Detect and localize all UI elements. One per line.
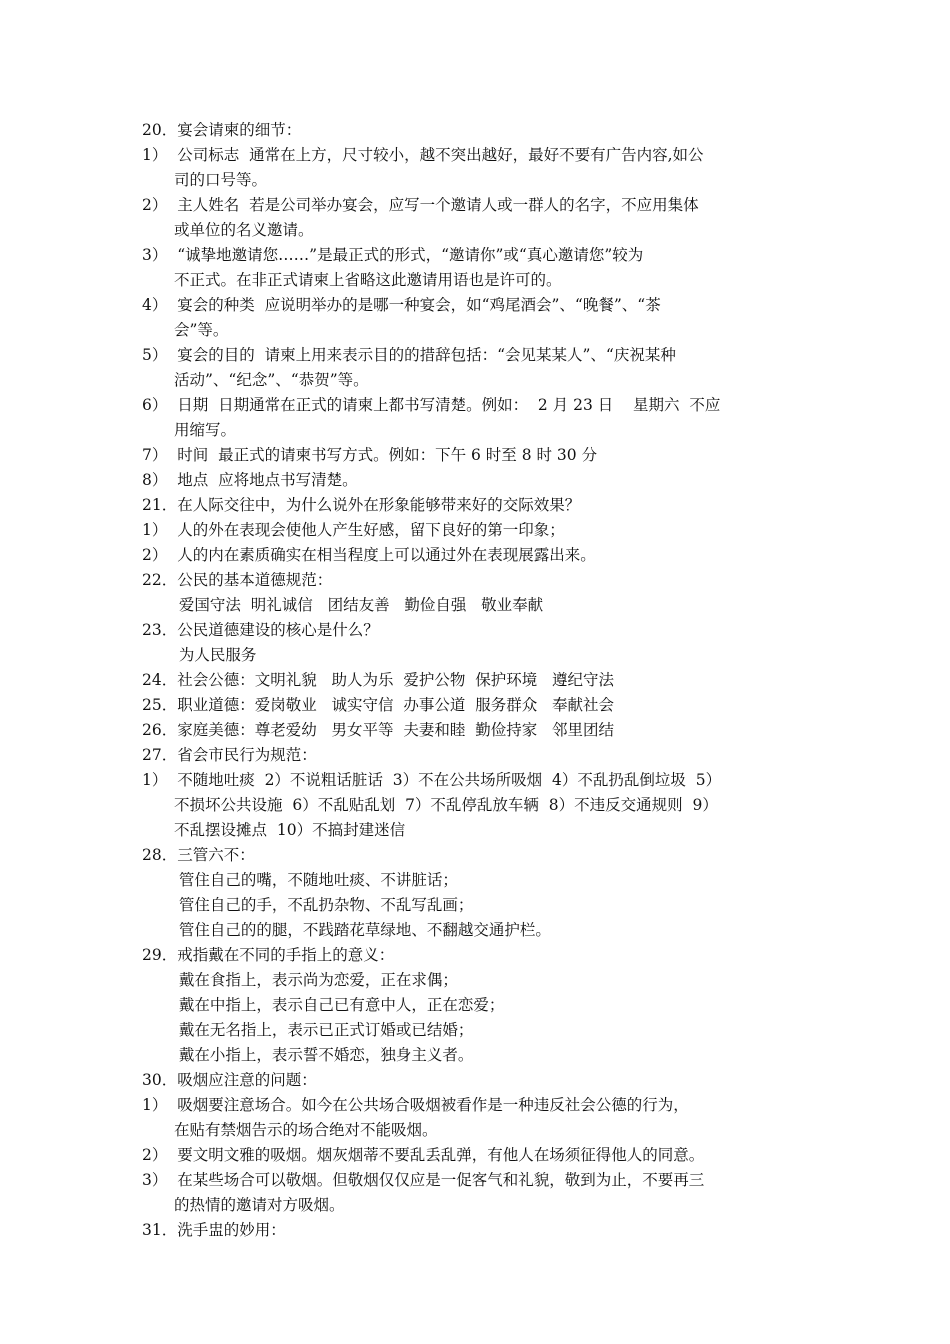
text-line: 活动”、“纪念”、“恭贺”等。 (174, 371, 369, 389)
text-line: 戴在中指上，表示自己已有意中人，正在恋爱； (174, 996, 505, 1014)
text-line: 20．宴会请柬的细节： (142, 121, 302, 139)
text-line: 1） 不随地吐痰 2）不说粗话脏话 3）不在公共场所吸烟 4）不乱扔乱倒垃圾 5） (142, 771, 722, 789)
text-line: 2） 主人姓名 若是公司举办宴会，应写一个邀请人或一群人的名字，不应用集体 (142, 196, 699, 214)
text-line: 管住自己的手，不乱扔杂物、不乱写乱画； (174, 896, 474, 914)
text-line: 管住自己的嘴，不随地吐痰、不讲脏话； (174, 871, 458, 889)
text-line: 6） 日期 日期通常在正式的请柬上都书写清楚。例如： 2 月 23 日 星期六 不应 (142, 396, 721, 414)
text-line: 戴在食指上，表示尚为恋爱，正在求偶； (174, 971, 458, 989)
text-line: 21．在人际交往中，为什么说外在形象能够带来好的交际效果？ (142, 496, 581, 514)
text-line: 2） 人的内在素质确实在相当程度上可以通过外在表现展露出来。 (142, 546, 596, 564)
text-line: 会”等。 (174, 321, 229, 339)
text-line: 22．公民的基本道德规范： (142, 571, 333, 589)
text-line: 1） 公司标志 通常在上方，尺寸较小，越不突出越好，最好不要有广告内容,如公 (142, 146, 704, 164)
document-body (142, 118, 810, 1243)
text-line: 26．家庭美德：尊老爱幼 男女平等 夫妻和睦 勤俭持家 邻里团结 (142, 721, 614, 739)
text-line: 或单位的名义邀请。 (174, 221, 314, 239)
text-line: 3） 在某些场合可以敬烟。但敬烟仅仅应是一促客气和礼貌，敬到为止，不要再三 (142, 1171, 705, 1189)
text-line: 8） 地点 应将地点书写清楚。 (142, 471, 358, 489)
text-line: 23．公民道德建设的核心是什么？ (142, 621, 379, 639)
text-line: 司的口号等。 (174, 171, 268, 189)
text-line: 27．省会市民行为规范： (142, 746, 317, 764)
text-line: 31．洗手盅的妙用： (142, 1221, 286, 1239)
text-line: 不损坏公共设施 6）不乱贴乱划 7）不乱停乱放车辆 8）不违反交通规则 9） (174, 796, 718, 814)
text-line: 在贴有禁烟告示的场合绝对不能吸烟。 (174, 1121, 438, 1139)
text-line: 管住自己的的腿，不践踏花草绿地、不翻越交通护栏。 (174, 921, 551, 939)
text-line: 爱国守法 明礼诚信 团结友善 勤俭自强 敬业奉献 (174, 596, 544, 614)
text-line: 25．职业道德：爱岗敬业 诚实守信 办事公道 服务群众 奉献社会 (142, 696, 614, 714)
text-line: 7） 时间 最正式的请柬书写方式。例如：下午 6 时至 8 时 30 分 (142, 446, 598, 464)
text-line: 不正式。在非正式请柬上省略这此邀请用语也是许可的。 (174, 271, 562, 289)
text-line: 2） 要文明文雅的吸烟。烟灰烟蒂不要乱丢乱弹，有他人在场须征得他人的同意。 (142, 1146, 705, 1164)
text-line: 28．三管六不： (142, 846, 255, 864)
text-line: 4） 宴会的种类 应说明举办的是哪一种宴会，如“鸡尾酒会”、“晚餐”、“茶 (142, 296, 661, 314)
text-line: 24．社会公德：文明礼貌 助人为乐 爱护公物 保护环境 遵纪守法 (142, 671, 614, 689)
text-line: 5） 宴会的目的 请柬上用来表示目的的措辞包括：“会见某某人”、“庆祝某种 (142, 346, 676, 364)
text-line: 的热情的邀请对方吸烟。 (174, 1196, 345, 1214)
text-line: 30．吸烟应注意的问题： (142, 1071, 317, 1089)
text-line: 戴在小指上，表示誓不婚恋，独身主义者。 (174, 1046, 474, 1064)
text-line: 29．戒指戴在不同的手指上的意义： (142, 946, 395, 964)
text-line: 戴在无名指上，表示已正式订婚或已结婚； (174, 1021, 474, 1039)
text-line: 3） “诚挚地邀请您……”是最正式的形式，“邀请你”或“真心邀请您”较为 (142, 246, 644, 264)
text-line: 不乱摆设摊点 10）不搞封建迷信 (174, 821, 406, 839)
text-line: 为人民服务 (174, 646, 257, 664)
text-line: 用缩写。 (174, 421, 237, 439)
text-line: 1） 人的外在表现会使他人产生好感，留下良好的第一印象； (142, 521, 565, 539)
text-line: 1） 吸烟要注意场合。如今在公共场合吸烟被看作是一种违反社会公德的行为， (142, 1096, 689, 1114)
